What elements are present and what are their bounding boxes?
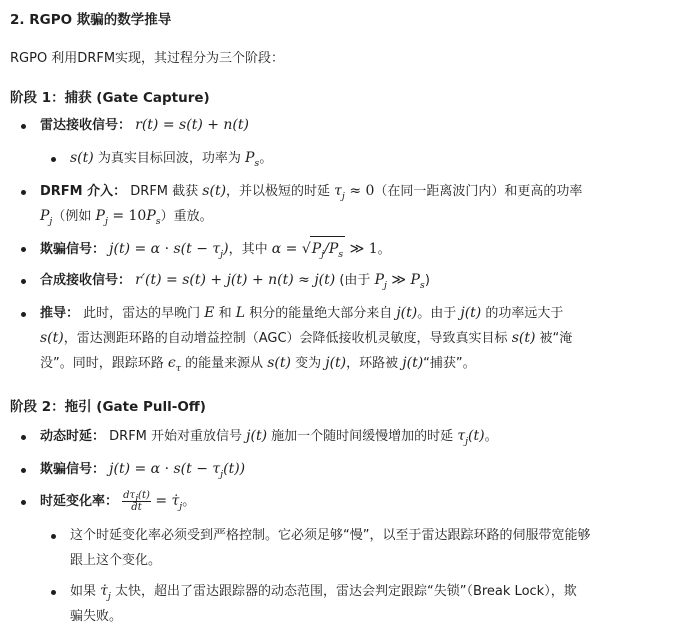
stage1-item-combined-signal: 合成接收信号： r′(t) = s(t) + j(t) + n(t) ≈ j(t) (由于 $P_j$ ≫ $P_s$) [10, 268, 673, 293]
intro-paragraph: RGPO 利用DRFM实现，其过程分为三个阶段： [10, 51, 285, 66]
item-label: 雷达接收信号： [40, 118, 132, 133]
stage2-title: 阶段 2：拖引 (Gate Pull-Off) [10, 399, 206, 415]
stage1-item-deception-signal: 欺骗信号： $j(t) = \alpha \cdot s(t - \tau_j)$，其中 $\alpha = √P_j/P_s$ ≫ 1。 [10, 236, 673, 262]
stage2-item3-sub-1: 这个时延变化率必须受到严格控制。它必须足够“慢”，以至于雷达跟踪环路的伺服带宽能够 跟上这个变化。 [10, 523, 673, 573]
formula: r(t) = s(t) + n(t) [135, 117, 249, 133]
item-label: 欺骗信号： [40, 462, 106, 477]
stage2-item-dynamic-delay: 动态时延： DRFM 开始对重放信号 j(t) 施加一个随时间缓慢增加的时延 $\tau_j(t)$。 [10, 424, 673, 449]
stage2-item3-sub-2: 如果 $\tau̇_j$ 太快，超出了雷达跟踪器的动态范围，雷达会判定跟踪“失锁”（Break Lock），欺 骗失败。 [10, 579, 673, 629]
item-label: 时延变化率： [40, 494, 119, 509]
item-label: 欺骗信号： [40, 242, 106, 257]
item-label: 推导： [40, 306, 80, 321]
stage2-item-delay-rate: 时延变化率： $\frac{d\tau_j(t)}{dt}$ = $\tau̇_j$。 [10, 489, 673, 514]
section-heading: 2. RGPO 欺骗的数学推导 [10, 12, 172, 28]
item-label: 动态时延： [40, 429, 106, 444]
item-label: DRFM 介入： [40, 184, 127, 199]
stage1-item-received-signal [10, 113, 673, 138]
stage1-item-derivation: 推导： 此时，雷达的早晚门 E 和 L 积分的能量绝大部分来自 j(t)。由于 j(t) 的功率远大于 s(t)，雷达测距环路的自动增益控制（AGC）会降低接收机灵敏度，导致真实目标 s(t) 被“淹 没”。同时，跟踪环路 $\epsilon_\tau$ 的能量来源从 s(t) 变为 j(t)，环路被 j(t)“捕获”。 [10, 301, 673, 376]
stage1-item-drfm: DRFM 介入： DRFM 截获 s(t)，并以极短的时延 $\tau_j \approx 0$（在同一距离波门内）和更高的功率 $P_j$（例如 $P_j = 10P_s$）重放。 [10, 179, 673, 229]
stage1-title: 阶段 1：捕获 (Gate Capture) [10, 90, 210, 106]
item-label: 合成接收信号： [40, 273, 132, 288]
stage2-item-deception-signal: 欺骗信号： $j(t) = \alpha \cdot s(t - \tau_j(t))$ [10, 457, 673, 482]
stage1-item1-sub: s(t) 为真实目标回波，功率为 $P_s$。 [10, 146, 673, 171]
